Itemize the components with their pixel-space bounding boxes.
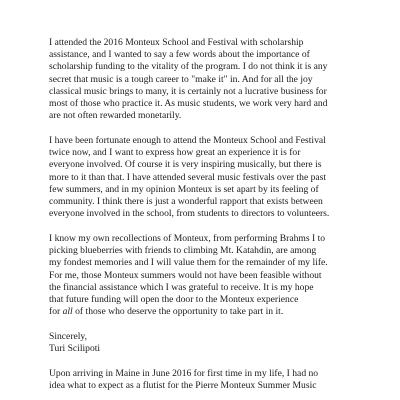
text-line: twice now, and I want to express how great an experience it is for [49,147,301,159]
paragraph-2 [49,135,361,220]
text-line: that future funding will open the door to the Monteux experience [49,294,299,306]
text-line: everyone involved. Of course it is very inspiring musically, but there is [49,159,322,171]
text-line: everyone involved in the school, from students to directors to volunteers. [49,208,330,220]
text-line: secret that music is a tough career to "make it" in. And for all the joy [49,73,313,85]
text-line: I have been fortunate enough to attend the Monteux School and Festival [49,135,326,147]
text-line: I attended the 2016 Monteux School and Festival with scholarship [49,37,304,48]
paragraph-1 [49,37,361,122]
signature-name: Turi Scilipoti [49,343,101,355]
text-line: most of those who practice it. As music students, we work very hard and [49,98,328,110]
emphasis-text: all [62,306,73,318]
text-line: scholarship funding to the vitality of the program. I do not think it is any [49,61,328,73]
sign-off [49,331,361,355]
text-line-last [49,306,361,318]
closing: Sincerely, [49,331,88,343]
text-line: my fondest memories and I will value them for the remainder of my life. [49,257,328,269]
paragraph-3 [49,233,361,318]
text-line: the financial assistance which I was grateful to receive. It is my hope [49,281,314,293]
text-line: more to it than that. I have attended several music festivals over the past [49,171,327,183]
text-line: assistance, and I wanted to say a few words about the importance of [49,49,310,61]
text-line: For me, those Monteux summers would not have been feasible without [49,269,322,281]
text-line: I know my own recollections of Monteux, from performing Brahms I to [49,233,326,245]
text-line: classical music brings to many, it is certainly not a lucrative business for [49,85,327,97]
text-line: few summers, and in my opinion Monteux is set apart by its feeling of [49,183,319,195]
text-line: Upon arriving in Maine in June 2016 for first time in my life, I had no [49,368,319,380]
text-line: idea what to expect as a flutist for the Pierre Monteux Summer Music [49,380,317,392]
text-segment: of those who deserve the opportunity to take part in it. [72,306,284,318]
text-segment: for [49,306,63,318]
paragraph-4 [49,368,361,392]
text-line: are not often rewarded monetarily. [49,110,182,122]
letter-body [49,37,361,400]
text-line: community. I think there is just a wonderful rapport that exists between [49,196,323,208]
text-line: picking blueberries with friends to climbing Mt. Katahdin, are among [49,245,317,257]
